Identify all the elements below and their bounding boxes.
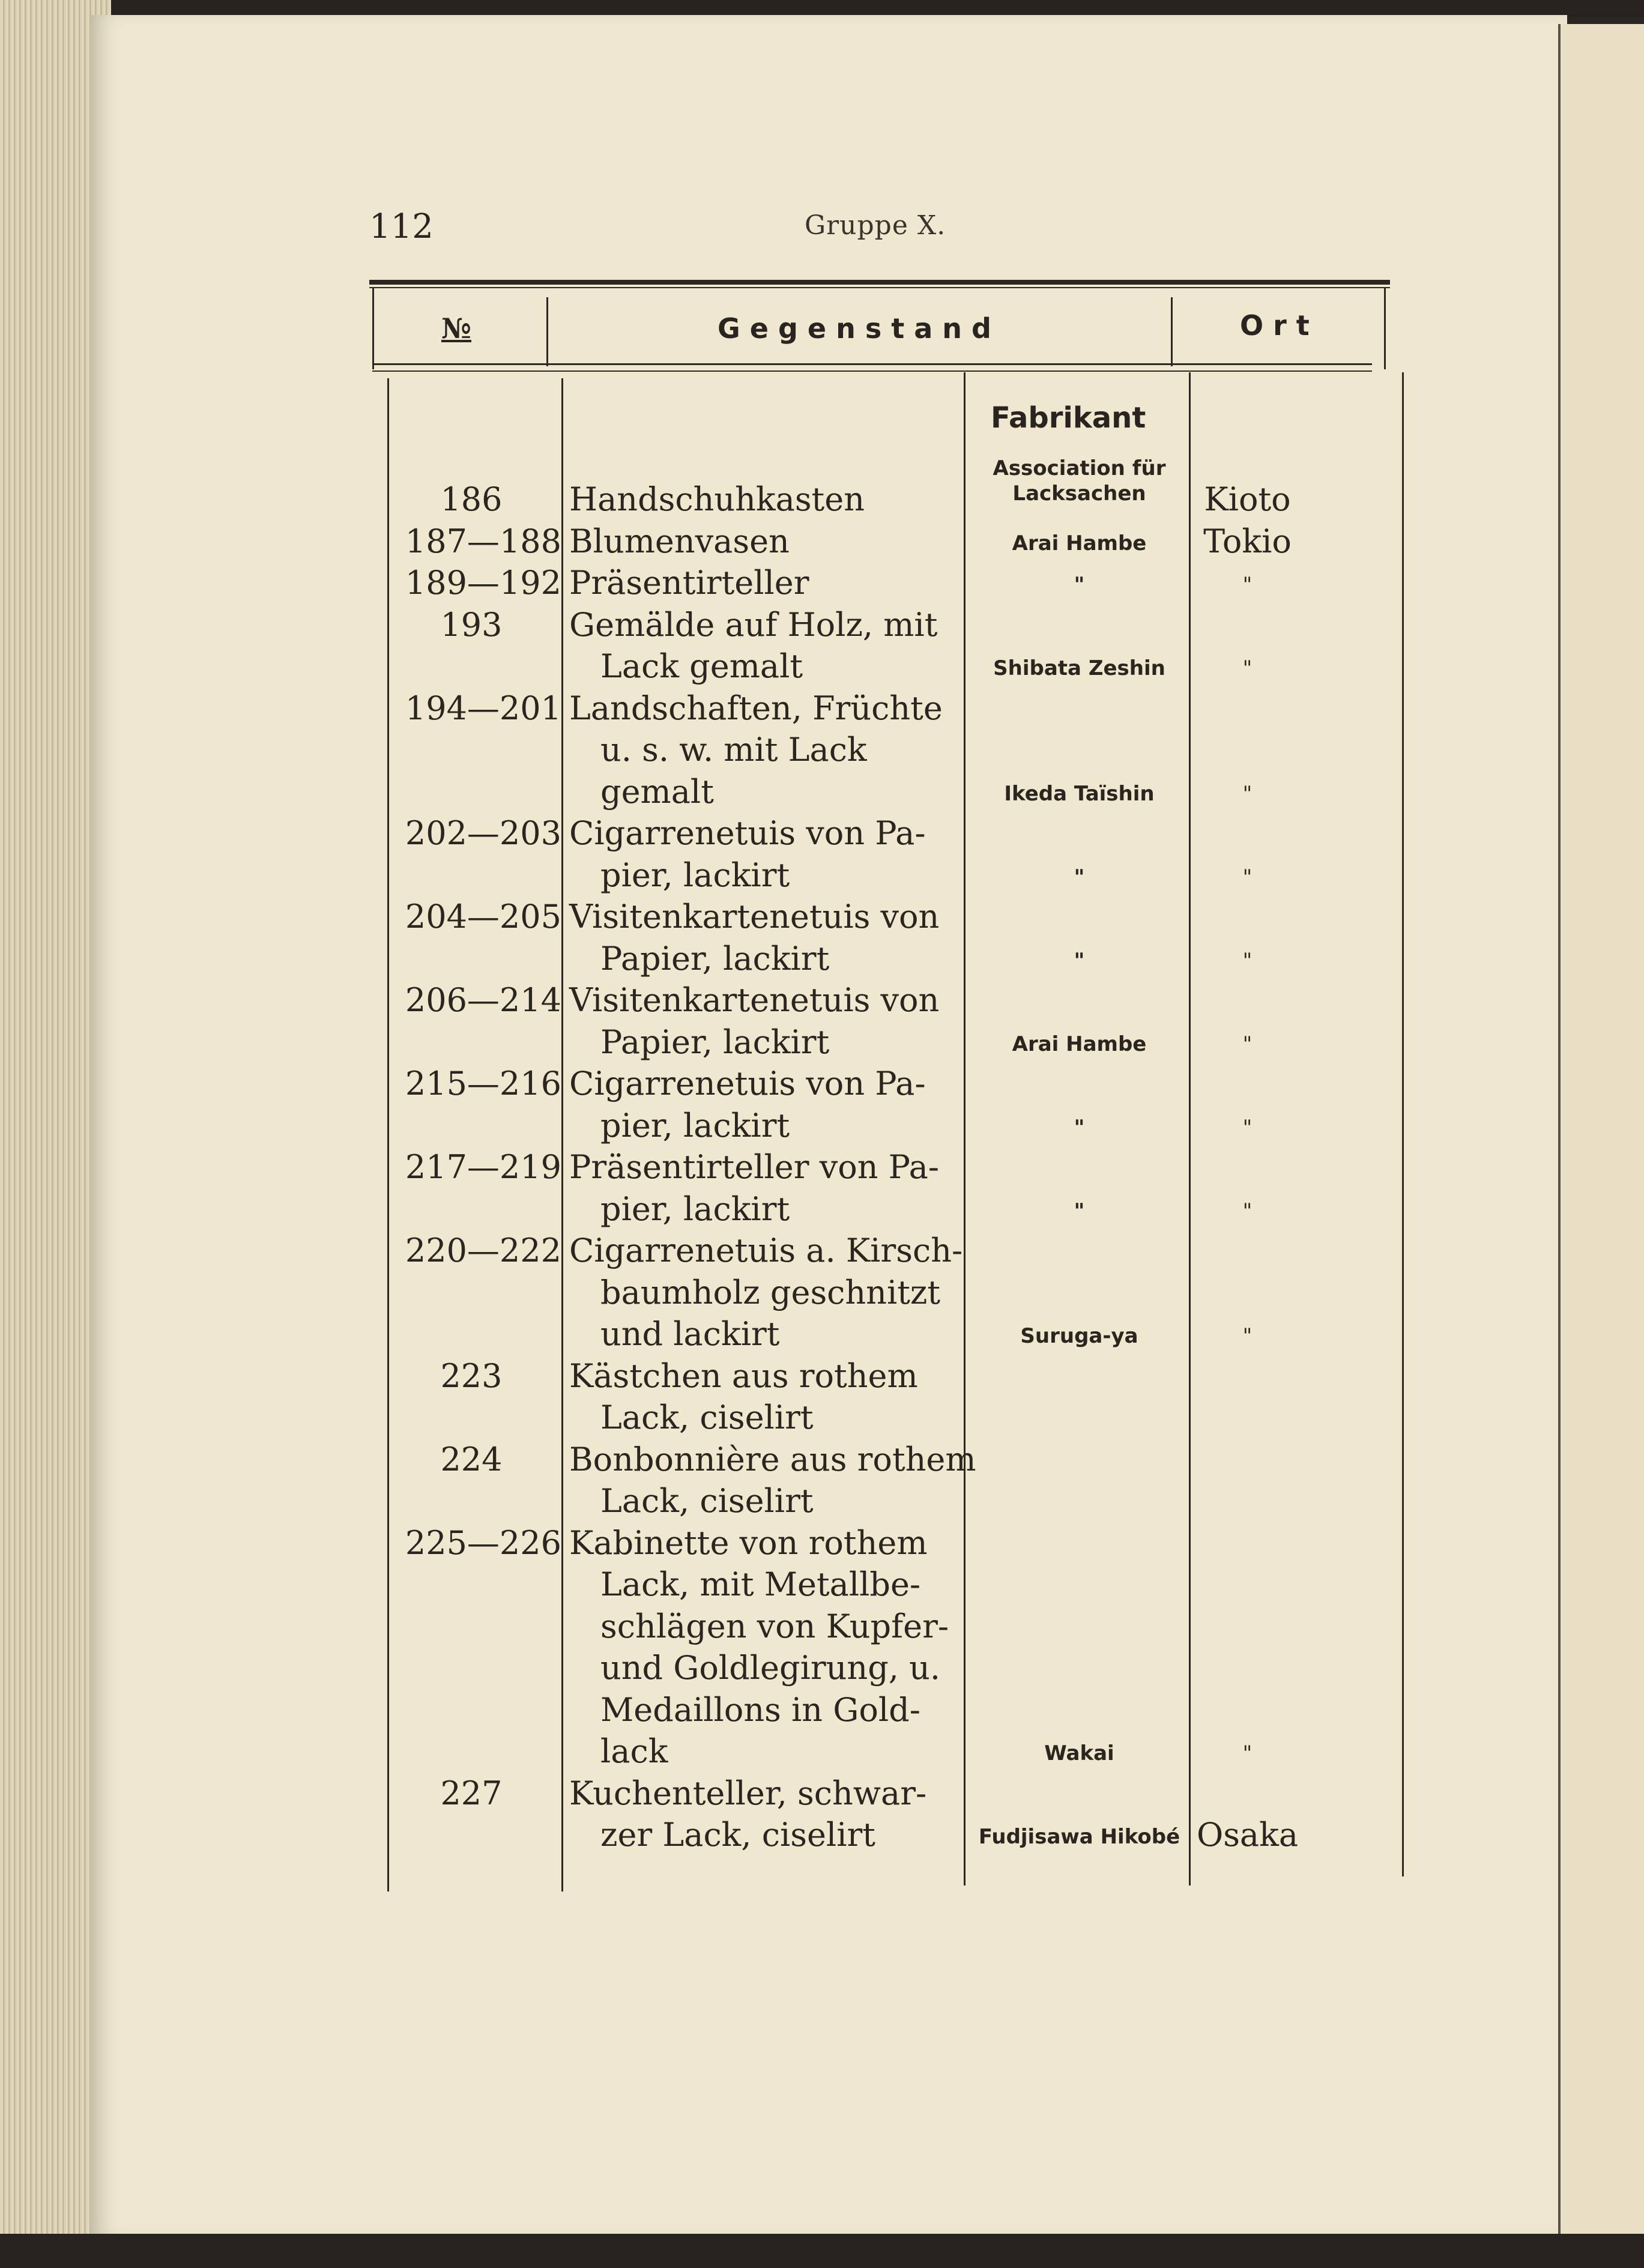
row-number: 194—201 (405, 689, 561, 727)
row-description-line: pier, lackirt (600, 856, 790, 894)
row-number: 220—222 (405, 1232, 561, 1269)
row-description-line: Landschaften, Früchte (569, 689, 943, 727)
row-description-line: Lack, mit Metallbe- (600, 1565, 921, 1603)
column-line-fab (1189, 372, 1191, 1885)
row-fabrikant: Arai Hambe (1012, 531, 1147, 555)
row-description-line: und lackirt (600, 1315, 780, 1353)
row-fabrikant: " (1074, 1115, 1085, 1140)
scan-bottom-border (0, 2234, 1644, 2268)
row-ort: " (1242, 656, 1253, 680)
row-fabrikant: Ikeda Taïshin (1004, 781, 1155, 806)
row-description-line: Papier, lackirt (600, 939, 830, 978)
row-description-line: Präsentirteller von Pa- (569, 1148, 940, 1186)
row-description-line: Papier, lackirt (600, 1023, 830, 1061)
row-number: 227 (440, 1774, 503, 1812)
row-description-line: lack (600, 1732, 668, 1770)
header-divider-2 (1171, 297, 1173, 366)
row-ort: " (1242, 865, 1253, 889)
row-ort: " (1242, 781, 1253, 806)
row-number: 206—214 (405, 981, 561, 1019)
book-page (90, 15, 1567, 2237)
row-fabrikant: " (1074, 865, 1085, 889)
row-description-line: pier, lackirt (600, 1190, 790, 1228)
column-line-right (1402, 372, 1404, 1876)
row-fabrikant: Shibata Zeshin (993, 656, 1165, 680)
table-border-left (372, 288, 374, 369)
row-fabrikant: Lacksachen (1012, 482, 1146, 506)
row-ort: Kioto (1204, 480, 1291, 518)
row-number: 187—188 (405, 522, 561, 560)
row-number: 225—226 (405, 1523, 561, 1562)
row-description-line: Handschuhkasten (569, 480, 865, 518)
page-number: 112 (369, 207, 434, 246)
row-ort: " (1242, 948, 1253, 973)
row-description-line: Gemälde auf Holz, mit (569, 605, 938, 644)
column-header-no: № (441, 312, 471, 345)
column-header-gegenstand: Gegenstand (718, 312, 1001, 345)
row-number: 186 (440, 480, 503, 518)
scan-top-border (0, 0, 1644, 17)
subheader-fabrikant: Fabrikant (991, 401, 1146, 435)
header-bottom-rule (372, 363, 1372, 365)
row-ort: Osaka (1196, 1816, 1299, 1854)
running-header: Gruppe X. (805, 210, 946, 241)
row-description-line: Blumenvasen (569, 522, 790, 560)
column-line-desc (964, 372, 966, 1885)
row-ort: " (1242, 573, 1253, 597)
row-description-line: u. s. w. mit Lack (600, 731, 867, 769)
row-ort: " (1242, 1199, 1253, 1223)
facing-page (1558, 24, 1644, 2246)
row-description-line: Lack, ciselirt (600, 1399, 814, 1436)
row-description-line: Lack, ciselirt (600, 1482, 814, 1520)
row-fabrikant: Association für (993, 456, 1166, 480)
row-description-line: zer Lack, ciselirt (600, 1816, 875, 1854)
row-number: 217—219 (405, 1148, 561, 1186)
row-description-line: Cigarrenetuis von Pa- (569, 1065, 926, 1102)
row-number: 189—192 (405, 564, 561, 602)
table-border-right (1384, 288, 1386, 369)
row-description-line: Kästchen aus rothem (569, 1356, 918, 1395)
header-rule (369, 280, 1390, 285)
row-number: 223 (440, 1356, 503, 1395)
row-fabrikant: " (1074, 1199, 1085, 1223)
row-description-line: Lack gemalt (600, 647, 803, 685)
row-description-line: Visitenkartenetuis von (569, 981, 940, 1019)
column-line-left (387, 378, 389, 1892)
row-fabrikant: Arai Hambe (1012, 1032, 1147, 1056)
row-description-line: Präsentirteller (569, 564, 809, 602)
row-ort: " (1242, 1032, 1253, 1056)
row-number: 193 (440, 605, 503, 644)
row-description-line: gemalt (600, 772, 714, 811)
column-header-ort: Ort (1240, 309, 1319, 342)
row-description-line: Cigarrenetuis von Pa- (569, 814, 926, 852)
header-bottom-rule-thin (372, 370, 1372, 372)
row-ort: Tokio (1203, 522, 1292, 560)
row-description-line: und Goldlegirung, u. (600, 1649, 941, 1687)
row-fabrikant: Suruga-ya (1020, 1324, 1138, 1348)
row-fabrikant: " (1074, 948, 1085, 973)
row-number: 224 (440, 1440, 503, 1478)
row-ort: " (1242, 1741, 1253, 1765)
row-fabrikant: " (1074, 573, 1085, 597)
row-number: 204—205 (405, 898, 561, 936)
row-description-line: Visitenkartenetuis von (569, 898, 940, 936)
row-fabrikant: Fudjisawa Hikobé (978, 1825, 1180, 1849)
row-description-line: Bonbonnière aus rothem (569, 1440, 976, 1478)
column-line-no (561, 378, 563, 1892)
row-number: 202—203 (405, 814, 561, 852)
row-description-line: Cigarrenetuis a. Kirsch- (569, 1232, 963, 1269)
header-rule-thin (369, 287, 1390, 288)
header-divider-1 (546, 297, 548, 366)
row-description-line: schlägen von Kupfer- (600, 1607, 949, 1645)
row-description-line: Kuchenteller, schwar- (569, 1774, 927, 1812)
row-ort: " (1242, 1115, 1253, 1140)
row-number: 215—216 (405, 1065, 561, 1102)
row-ort: " (1242, 1324, 1253, 1348)
row-description-line: Kabinette von rothem (569, 1523, 928, 1562)
row-fabrikant: Wakai (1044, 1741, 1114, 1765)
row-description-line: Medaillons in Gold- (600, 1690, 920, 1729)
row-description-line: pier, lackirt (600, 1106, 790, 1145)
row-description-line: baumholz geschnitzt (600, 1273, 941, 1311)
